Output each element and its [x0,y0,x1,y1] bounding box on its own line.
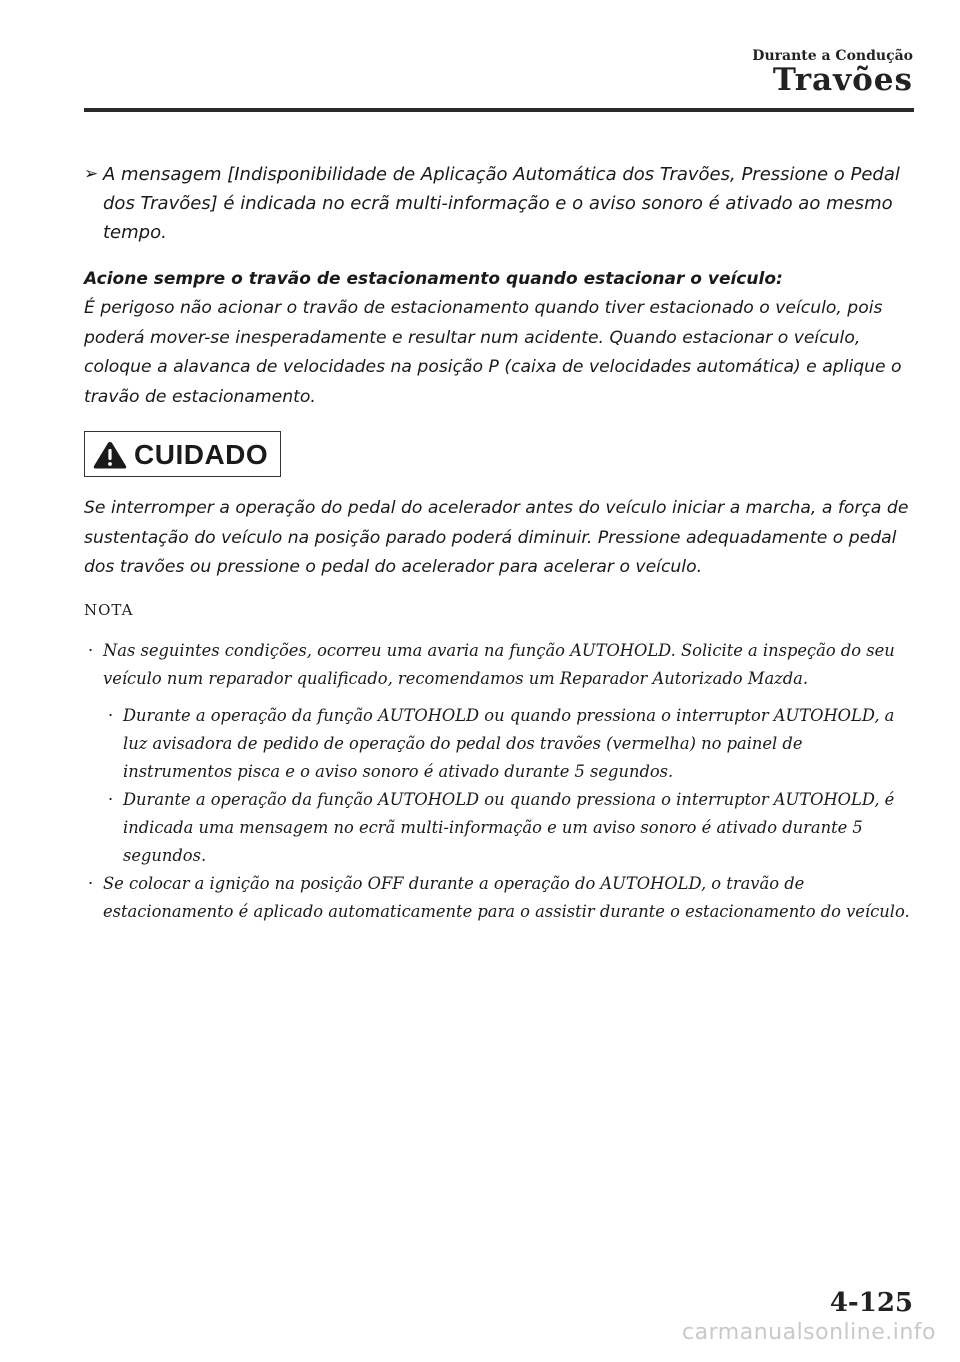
page-title: Travões [772,62,913,98]
note-item-text: Se colocar a ignição na posição OFF durante a operação do AUTOHOLD, o travão de estacionamento é aplicado automaticamente para o assistir durante o estacionamento do veículo. [103,874,910,921]
note-sub-item-text: Durante a operação da função AUTOHOLD ou quando pressiona o interruptor AUTOHOLD, é indicada uma mensagem no ecrã multi-informação e um aviso sonoro é ativado durante 5 segundos. [123,790,895,865]
caution-label: CUIDADO [134,439,269,470]
note-list [84,637,914,926]
section-header: Durante a Condução [752,48,913,64]
note-sub-list [84,702,914,870]
bullet-dot-icon: · [108,706,114,725]
warning-heading: Acione sempre o travão de estacionamento quando estacionar o veículo: [84,269,783,289]
watermark[interactable]: carmanualsonline.info [682,1320,936,1345]
note-item [84,637,914,693]
arrow-bullet-icon: ➢ [84,164,99,184]
bullet-dot-icon: · [88,874,94,893]
note-item-text: Nas seguintes condições, ocorreu uma avaria na função AUTOHOLD. Solicite a inspeção do seu veículo num reparador qualificado, recomendamos um Reparador Autorizado Mazda. [103,641,895,688]
caution-body: Se interromper a operação do pedal do acelerador antes do veículo iniciar a marcha, a força de sustentação do veículo na posição parado poderá diminuir. Pressione adequadamente o pedal dos travões ou pressione o pedal do acelerador para acelerar o veículo. [84,498,909,577]
bullet-dot-icon: · [108,790,114,809]
note-item [84,870,914,926]
arrow-bullet-text: A mensagem [Indisponibilidade de Aplicação Automática dos Travões, Pressione o Pedal dos Travões] é indicada no ecrã multi-informação e o aviso sonoro é ativado ao mesmo tempo. [103,164,900,243]
warning-triangle-icon [92,440,128,470]
arrow-bullet-paragraph [84,160,914,247]
bullet-dot-icon: · [88,641,94,660]
note-sub-item [84,702,914,786]
page-number: 4-125 [829,1288,913,1318]
header-divider [84,108,914,112]
note-sub-item [84,786,914,870]
note-sub-item-text: Durante a operação da função AUTOHOLD ou quando pressiona o interruptor AUTOHOLD, a luz avisadora de pedido de operação do pedal dos travões (vermelha) no painel de instrumentos pisca e o aviso sonoro é ativado durante 5 segundos. [123,706,895,781]
warning-body: É perigoso não acionar o travão de estacionamento quando tiver estacionado o veículo, pois poderá mover-se inesperadamente e resultar num acidente. Quando estacionar o veículo, coloque a alavanca de velocidades na posição P (caixa de velocidades automática) e aplique o travão de estacionamento. [84,298,902,407]
caution-box [84,431,281,477]
nota-label: NOTA [84,601,134,619]
